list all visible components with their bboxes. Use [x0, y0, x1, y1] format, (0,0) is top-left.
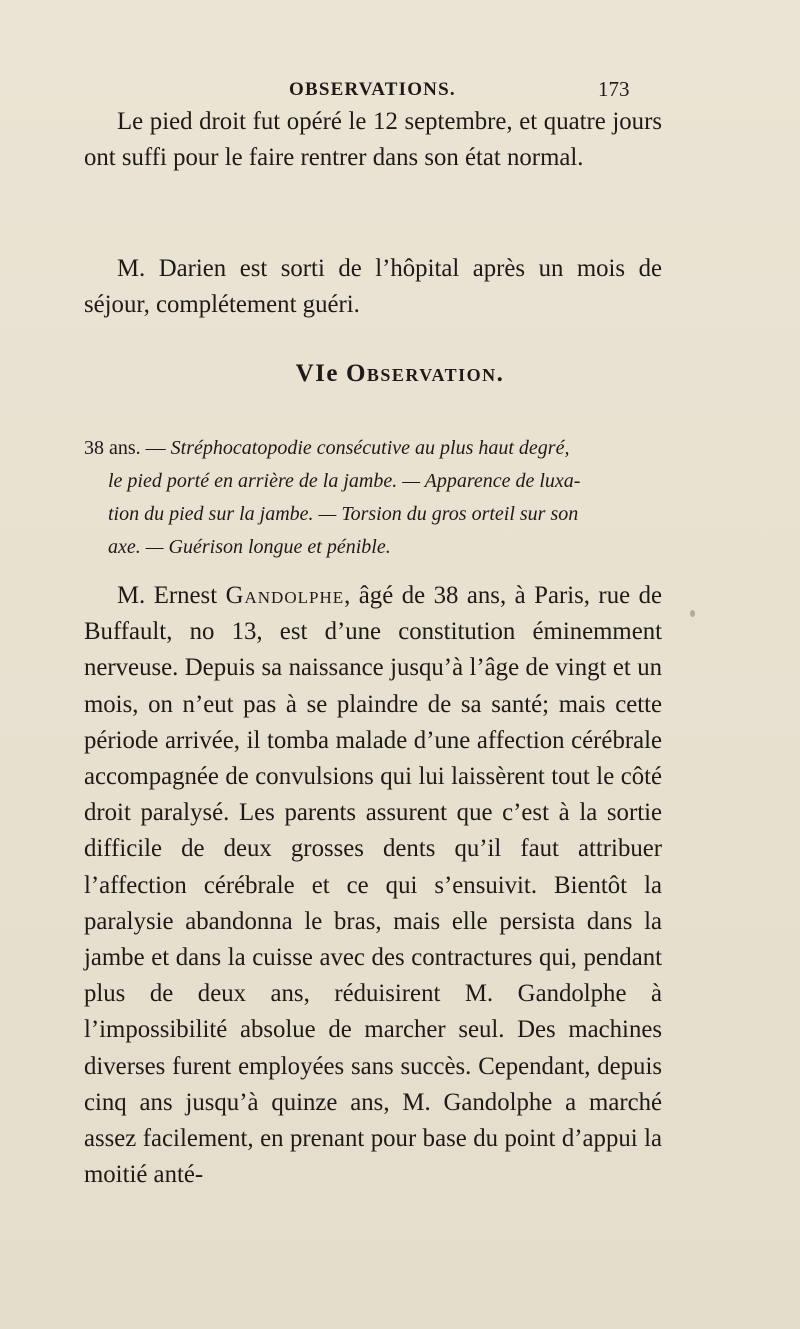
paragraph-2: M. Darien est sorti de l’hôpital après un mois de séjour, complétement guéri.	[84, 255, 662, 319]
paper-spot	[690, 610, 695, 617]
patient-name: Gandolphe	[225, 582, 345, 609]
page-header	[0, 76, 800, 106]
section-number: VIe	[295, 360, 339, 387]
summary-line-2: le pied porté en arrière de la jambe. — Apparence de luxa-	[108, 470, 581, 492]
summary-line-3: tion du pied sur la jambe. — Torsion du gros orteil sur son	[108, 503, 579, 525]
p3-start: M. Ernest	[117, 582, 226, 609]
summary-line-4: axe. — Guérison longue et pénible.	[108, 536, 391, 558]
summary-line-1: Stréphocatopodie consécutive au plus haut degré,	[170, 437, 570, 459]
p3-body: , âgé de 38 ans, à Paris, rue de Buffault, no 13, est d’une constitution éminemment nerveuse. Depuis sa naissance jusqu’à l’âge de vingt et un mois, on n’eut pas à se plaindre de sa santé; mais cette période arrivée, il tomba malade d’une affection cérébrale accompagnée de convulsions qui lui laissèrent tout le côté droit paralysé. Les parents assurent que c’est à la sortie difficile de deux grosses dents qu’il faut attribuer l’affection cérébrale et ce qui s’ensuivit. Bientôt la paralysie abandonna le bras, mais elle persista dans la jambe et dans la cuisse avec des contractures qui, pendant plus de deux ans, réduisirent M. Gandolphe à l’impossibilité absolue de marcher seul. Des machines diverses furent employées sans succès. Cependant, depuis cinq ans jusqu’à quinze ans, M. Gandolphe a marché assez facilement, en prenant pour base du point d’appui la moitié anté-	[84, 582, 662, 1189]
paragraph-1: Le pied droit fut opéré le 12 septembre, et quatre jours ont suffi pour le faire rentrer dans son état normal.	[84, 108, 662, 172]
observation-summary	[84, 432, 662, 564]
page-number: 173	[598, 77, 630, 101]
running-head: OBSERVATIONS.	[289, 79, 456, 100]
section-title: Observation.	[345, 360, 505, 387]
section-heading	[0, 360, 800, 388]
paragraph-3	[84, 578, 662, 1193]
summary-age: 38 ans. —	[84, 437, 171, 459]
